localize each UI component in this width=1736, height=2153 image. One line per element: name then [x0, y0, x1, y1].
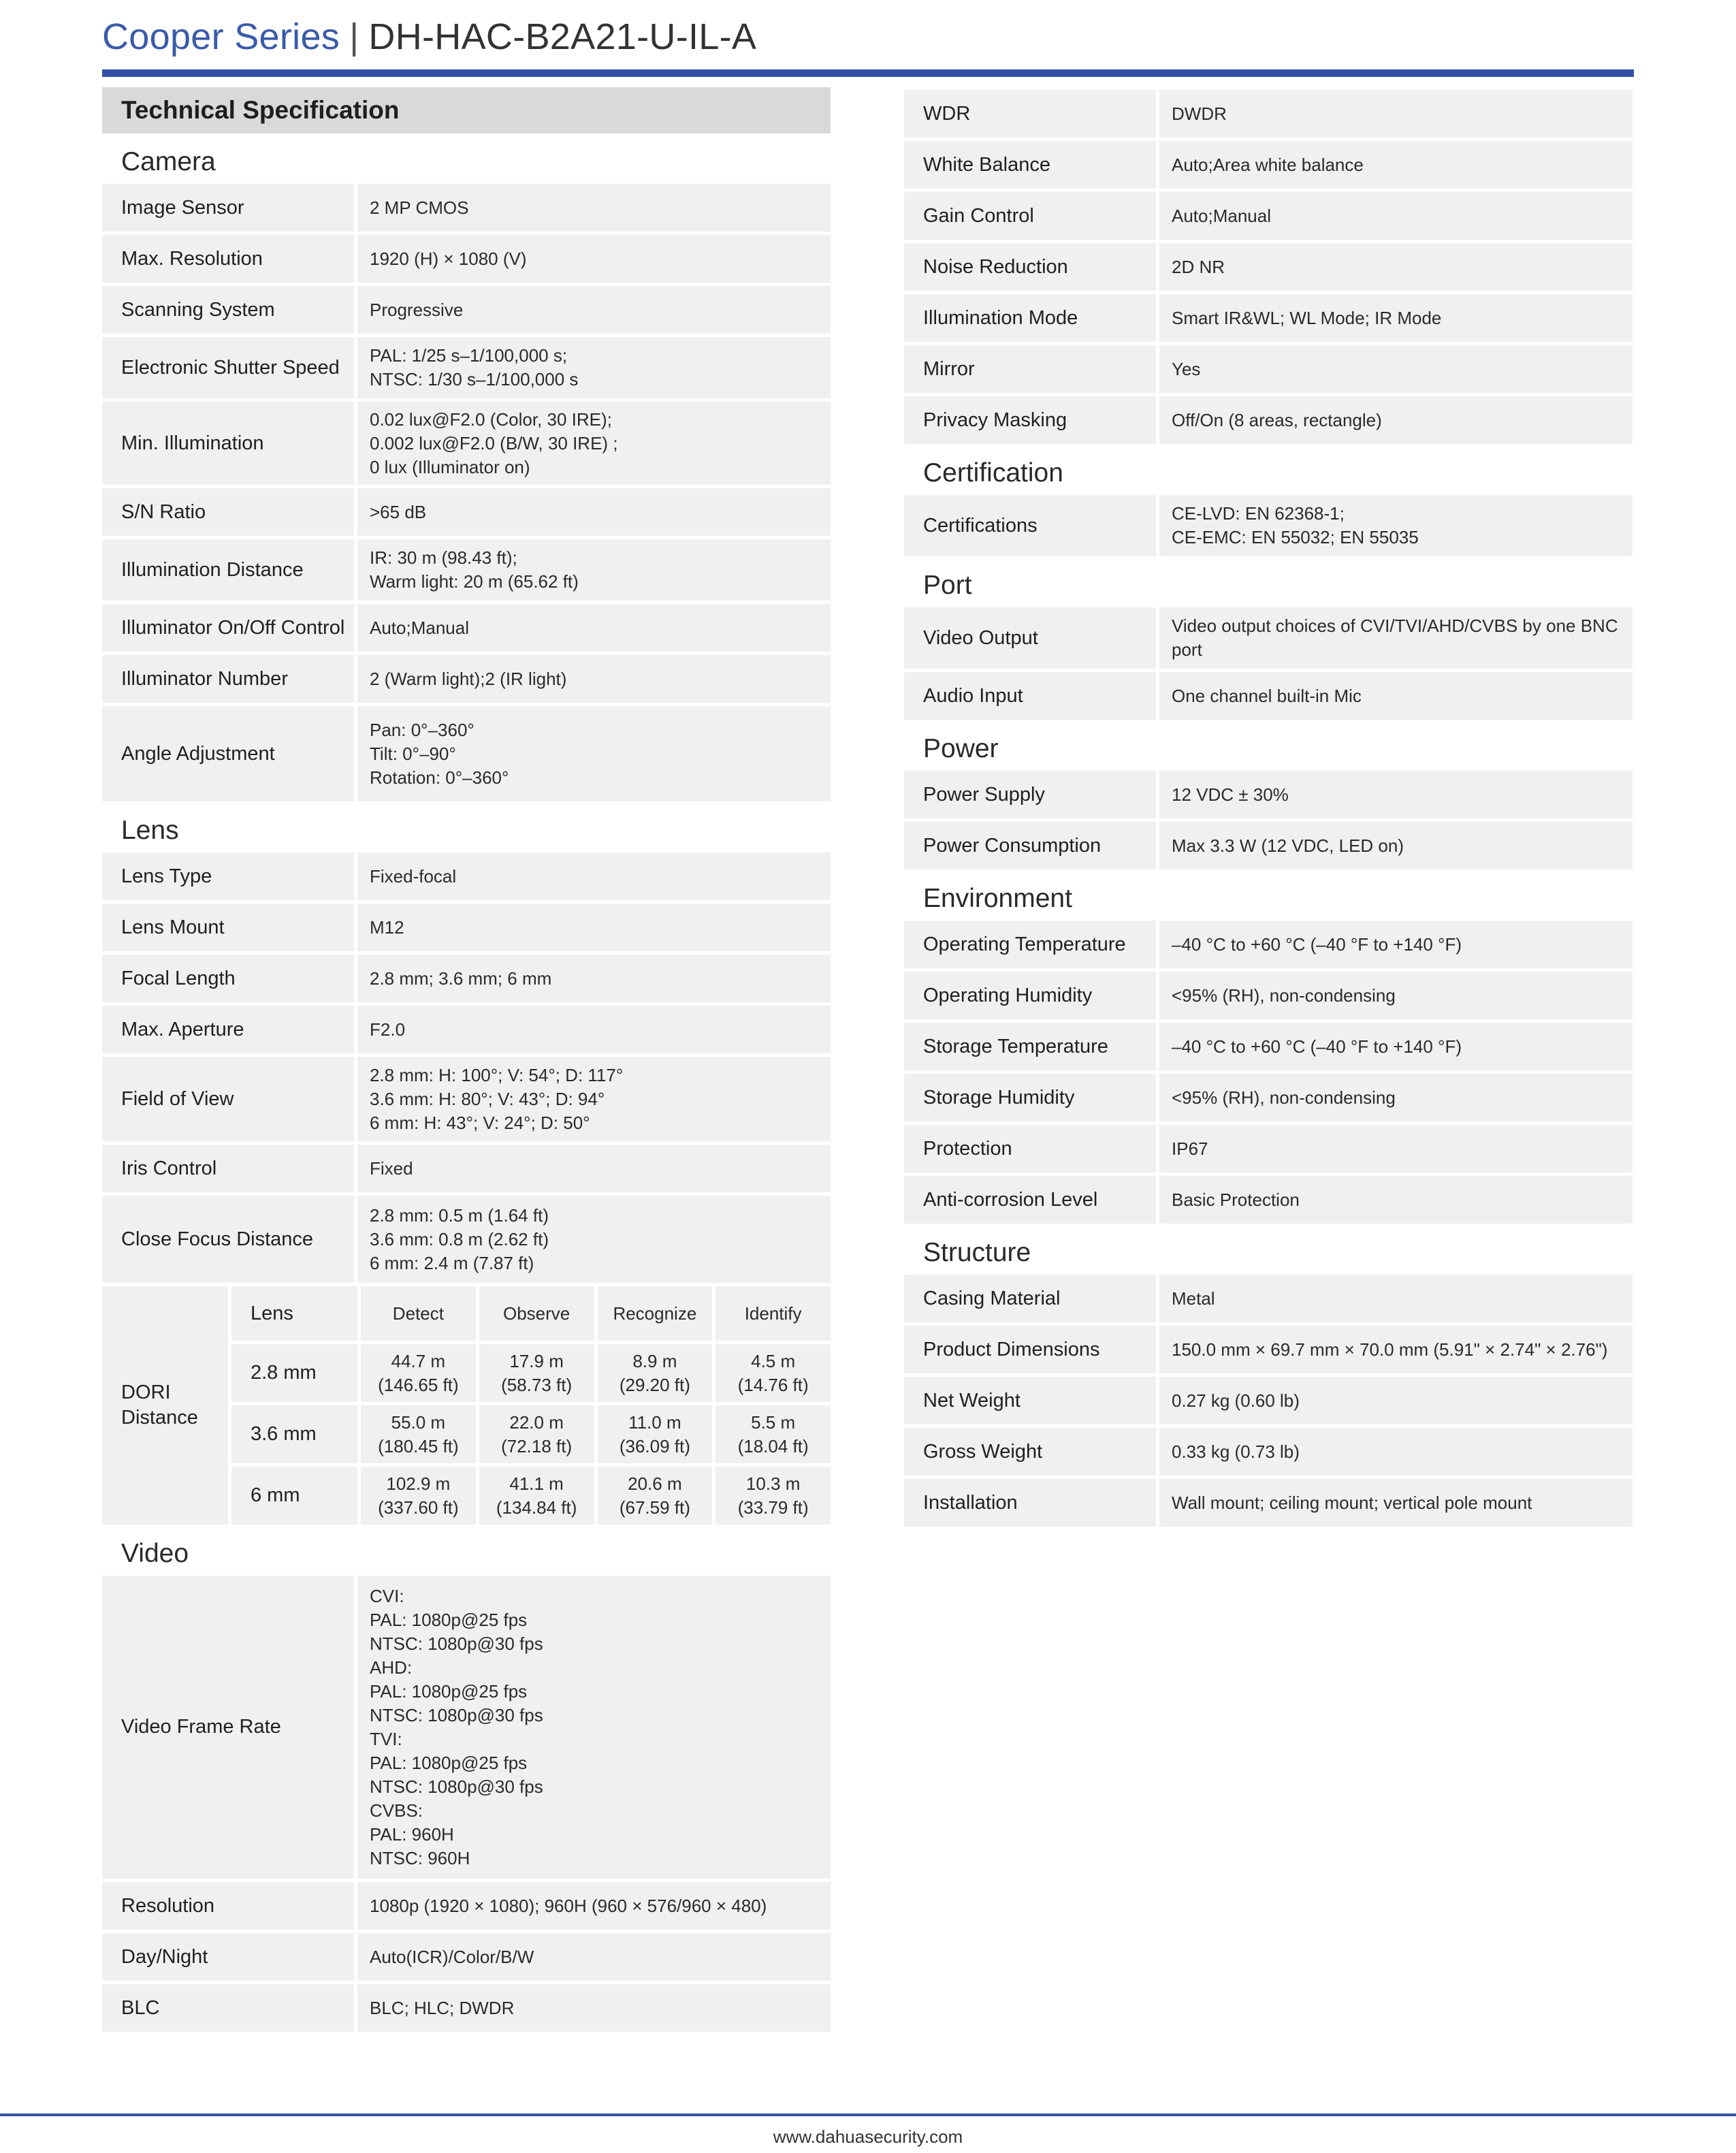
spec-value: Auto;Manual [357, 604, 831, 652]
spec-value: 0.27 kg (0.60 lb) [1159, 1377, 1633, 1424]
spec-row [102, 1882, 831, 1930]
spec-value: CVI: PAL: 1080p@25 fps NTSC: 1080p@30 fps AHD: PAL: 1080p@25 fps NTSC: 1080p@30 fps TVI: PAL: 1080p@25 fps NTSC: 1080p@30 fps CVBS: PAL: 960H NTSC: 960H [357, 1576, 831, 1879]
spec-label: Noise Reduction [904, 243, 1156, 291]
spec-value: 2D NR [1159, 243, 1633, 291]
table-port [904, 607, 1633, 720]
spec-row [102, 1576, 831, 1879]
table-video [102, 1576, 831, 2032]
spec-label: Audio Input [904, 672, 1156, 720]
spec-label: Gross Weight [904, 1428, 1156, 1476]
spec-label: Illumination Mode [904, 294, 1156, 342]
spec-value: 1080p (1920 × 1080); 960H (960 × 576/960 × 480) [357, 1882, 831, 1930]
spec-row [102, 1984, 831, 2032]
spec-label: Power Supply [904, 771, 1156, 818]
spec-label: Illuminator Number [102, 655, 354, 703]
spec-label: Max. Aperture [102, 1006, 354, 1053]
section-port: Port [923, 571, 972, 600]
spec-row [904, 822, 1633, 870]
section-environment: Environment [923, 884, 1072, 913]
dori-row [231, 1405, 831, 1463]
spec-label: Video Output [904, 607, 1156, 669]
dori-cell: 5.5 m (18.04 ft) [716, 1405, 831, 1463]
spec-row [102, 488, 831, 536]
spec-label: Min. Illumination [102, 402, 354, 485]
spec-value: IP67 [1159, 1125, 1633, 1173]
table-structure [904, 1275, 1633, 1527]
spec-value: Metal [1159, 1275, 1633, 1322]
spec-row [904, 141, 1633, 189]
spec-row [904, 972, 1633, 1019]
footer-divider [0, 2114, 1736, 2116]
spec-row [904, 1428, 1633, 1476]
dori-row [231, 1467, 831, 1525]
spec-row [102, 655, 831, 703]
spec-row [102, 852, 831, 900]
spec-value: Basic Protection [1159, 1176, 1633, 1224]
spec-value: 12 VDC ± 30% [1159, 771, 1633, 818]
spec-value: Auto;Area white balance [1159, 141, 1633, 189]
spec-value: 2.8 mm: 0.5 m (1.64 ft) 3.6 mm: 0.8 m (2.62 ft) 6 mm: 2.4 m (7.87 ft) [357, 1196, 831, 1283]
spec-row [904, 1326, 1633, 1373]
spec-row [904, 243, 1633, 291]
spec-row [904, 921, 1633, 968]
spec-row [102, 402, 831, 485]
spec-label: Product Dimensions [904, 1326, 1156, 1373]
section-video: Video [121, 1539, 189, 1568]
dori-lens: 2.8 mm [231, 1344, 357, 1402]
spec-label: Video Frame Rate [102, 1576, 354, 1879]
spec-row [904, 192, 1633, 240]
spec-value: BLC; HLC; DWDR [357, 1984, 831, 2032]
spec-label: Scanning System [102, 286, 354, 334]
dori-col-header: Recognize [598, 1286, 713, 1341]
dori-lens: 6 mm [231, 1467, 357, 1525]
table-certification [904, 495, 1633, 556]
spec-label: S/N Ratio [102, 488, 354, 536]
spec-row [102, 1006, 831, 1053]
spec-label: Lens Type [102, 852, 354, 900]
spec-value: >65 dB [357, 488, 831, 536]
spec-row [904, 495, 1633, 556]
spec-row [904, 1377, 1633, 1424]
spec-row [904, 1479, 1633, 1527]
spec-value: Video output choices of CVI/TVI/AHD/CVBS by one BNC port [1159, 607, 1633, 669]
spec-value: Auto;Manual [1159, 192, 1633, 240]
spec-label: Certifications [904, 495, 1156, 556]
spec-value: 2 MP CMOS [357, 184, 831, 232]
spec-label: Field of View [102, 1057, 354, 1141]
spec-label: Max. Resolution [102, 235, 354, 283]
spec-value: Max 3.3 W (12 VDC, LED on) [1159, 822, 1633, 870]
spec-value: 2.8 mm: H: 100°; V: 54°; D: 117° 3.6 mm: H: 80°; V: 43°; D: 94° 6 mm: H: 43°; V: 24°; D: 50° [357, 1057, 831, 1141]
dori-cell: 22.0 m (72.18 ft) [479, 1405, 594, 1463]
spec-label: Operating Temperature [904, 921, 1156, 968]
table-video-cont [904, 90, 1633, 444]
spec-label: Focal Length [102, 955, 354, 1002]
spec-label: Resolution [102, 1882, 354, 1930]
dori-cell: 17.9 m (58.73 ft) [479, 1344, 594, 1402]
spec-label: Net Weight [904, 1377, 1156, 1424]
spec-label: Privacy Masking [904, 396, 1156, 444]
spec-value: F2.0 [357, 1006, 831, 1053]
spec-label: Casing Material [904, 1275, 1156, 1322]
spec-label: Operating Humidity [904, 972, 1156, 1019]
spec-label: Gain Control [904, 192, 1156, 240]
spec-row [102, 286, 831, 334]
dori-cell: 44.7 m (146.65 ft) [361, 1344, 476, 1402]
spec-label: WDR [904, 90, 1156, 138]
document-title [102, 10, 756, 64]
spec-value: <95% (RH), non-condensing [1159, 972, 1633, 1019]
spec-value: 0.33 kg (0.73 lb) [1159, 1428, 1633, 1476]
spec-row [102, 706, 831, 801]
dori-row [231, 1344, 831, 1402]
dori-lens: 3.6 mm [231, 1405, 357, 1463]
spec-value: Progressive [357, 286, 831, 334]
spec-row [102, 604, 831, 652]
spec-column-left [102, 87, 831, 2035]
spec-label: Illumination Distance [102, 539, 354, 601]
spec-row [904, 396, 1633, 444]
title-separator: | [349, 16, 359, 57]
spec-label: Illuminator On/Off Control [102, 604, 354, 652]
spec-label: White Balance [904, 141, 1156, 189]
dori-cell: 20.6 m (67.59 ft) [598, 1467, 713, 1525]
spec-label: Image Sensor [102, 184, 354, 232]
spec-label: Mirror [904, 345, 1156, 393]
section-power: Power [923, 734, 999, 763]
spec-label: Protection [904, 1125, 1156, 1173]
spec-row [102, 1145, 831, 1192]
spec-row [904, 1074, 1633, 1121]
dori-header-row [231, 1286, 831, 1341]
spec-row [102, 1196, 831, 1283]
spec-value: DWDR [1159, 90, 1633, 138]
spec-value: PAL: 1/25 s–1/100,000 s; NTSC: 1/30 s–1/100,000 s [357, 337, 831, 398]
table-camera [102, 184, 831, 801]
spec-value: Yes [1159, 345, 1633, 393]
spec-label: Storage Temperature [904, 1023, 1156, 1070]
spec-value: 0.02 lux@F2.0 (Color, 30 IRE); 0.002 lux@F2.0 (B/W, 30 IRE) ; 0 lux (Illuminator on) [357, 402, 831, 485]
section-structure: Structure [923, 1238, 1031, 1267]
dori-cell: 41.1 m (134.84 ft) [479, 1467, 594, 1525]
spec-value: –40 °C to +60 °C (–40 °F to +140 °F) [1159, 1023, 1633, 1070]
spec-value: –40 °C to +60 °C (–40 °F to +140 °F) [1159, 921, 1633, 968]
dori-grid [231, 1286, 831, 1525]
spec-label: Anti-corrosion Level [904, 1176, 1156, 1224]
spec-value: Auto(ICR)/Color/B/W [357, 1933, 831, 1981]
section-lens: Lens [121, 816, 179, 845]
dori-cell: 55.0 m (180.45 ft) [361, 1405, 476, 1463]
dori-lens-header: Lens [231, 1286, 357, 1341]
spec-column-right [904, 90, 1633, 1530]
dori-col-header: Detect [361, 1286, 476, 1341]
dori-cell: 10.3 m (33.79 ft) [716, 1467, 831, 1525]
spec-label: Angle Adjustment [102, 706, 354, 801]
footer-url[interactable]: www.dahuasecurity.com [773, 2126, 963, 2147]
spec-row [904, 1275, 1633, 1322]
spec-label: Power Consumption [904, 822, 1156, 870]
spec-label: BLC [102, 1984, 354, 2032]
spec-row [102, 235, 831, 283]
spec-value: 1920 (H) × 1080 (V) [357, 235, 831, 283]
spec-row [102, 904, 831, 951]
spec-label: Storage Humidity [904, 1074, 1156, 1121]
spec-row [904, 672, 1633, 720]
spec-label: Day/Night [102, 1933, 354, 1981]
spec-title: Technical Specification [102, 87, 831, 133]
dori-cell: 8.9 m (29.20 ft) [598, 1344, 713, 1402]
series-name: Cooper Series [102, 16, 340, 57]
spec-label: Installation [904, 1479, 1156, 1527]
section-certification: Certification [923, 458, 1063, 488]
spec-value: Wall mount; ceiling mount; vertical pole mount [1159, 1479, 1633, 1527]
spec-value: One channel built-in Mic [1159, 672, 1633, 720]
dori-label: DORI Distance [102, 1286, 228, 1525]
spec-value: M12 [357, 904, 831, 951]
spec-label: Close Focus Distance [102, 1196, 354, 1283]
spec-row [102, 184, 831, 232]
dori-col-header: Identify [716, 1286, 831, 1341]
table-lens [102, 852, 831, 1525]
spec-row [904, 771, 1633, 818]
spec-row [102, 955, 831, 1002]
spec-value: 2 (Warm light);2 (IR light) [357, 655, 831, 703]
dori-cell: 102.9 m (337.60 ft) [361, 1467, 476, 1525]
spec-value: CE-LVD: EN 62368-1; CE-EMC: EN 55032; EN 55035 [1159, 495, 1633, 556]
spec-row [904, 1023, 1633, 1070]
spec-value: 150.0 mm × 69.7 mm × 70.0 mm (5.91" × 2.74" × 2.76") [1159, 1326, 1633, 1373]
dori-col-header: Observe [479, 1286, 594, 1341]
model-number: DH-HAC-B2A21-U-IL-A [368, 16, 757, 57]
table-power [904, 771, 1633, 870]
spec-row [904, 607, 1633, 669]
spec-label: Lens Mount [102, 904, 354, 951]
spec-row [102, 337, 831, 398]
spec-value: Pan: 0°–360° Tilt: 0°–90° Rotation: 0°–360° [357, 706, 831, 801]
dori-table [102, 1286, 831, 1525]
dori-cell: 4.5 m (14.76 ft) [716, 1344, 831, 1402]
table-environment [904, 921, 1633, 1224]
spec-row [904, 345, 1633, 393]
spec-row [904, 90, 1633, 138]
spec-value: <95% (RH), non-condensing [1159, 1074, 1633, 1121]
spec-value: Smart IR&WL; WL Mode; IR Mode [1159, 294, 1633, 342]
dori-cell: 11.0 m (36.09 ft) [598, 1405, 713, 1463]
spec-label: Iris Control [102, 1145, 354, 1192]
spec-value: IR: 30 m (98.43 ft); Warm light: 20 m (65.62 ft) [357, 539, 831, 601]
spec-row [102, 1057, 831, 1141]
spec-row [904, 1176, 1633, 1224]
header-divider [102, 69, 1634, 77]
spec-row [102, 539, 831, 601]
spec-value: Off/On (8 areas, rectangle) [1159, 396, 1633, 444]
spec-value: Fixed [357, 1145, 831, 1192]
spec-row [102, 1933, 831, 1981]
spec-row [904, 294, 1633, 342]
spec-value: Fixed-focal [357, 852, 831, 900]
spec-label: Electronic Shutter Speed [102, 337, 354, 398]
section-camera: Camera [121, 147, 216, 176]
spec-value: 2.8 mm; 3.6 mm; 6 mm [357, 955, 831, 1002]
spec-row [904, 1125, 1633, 1173]
